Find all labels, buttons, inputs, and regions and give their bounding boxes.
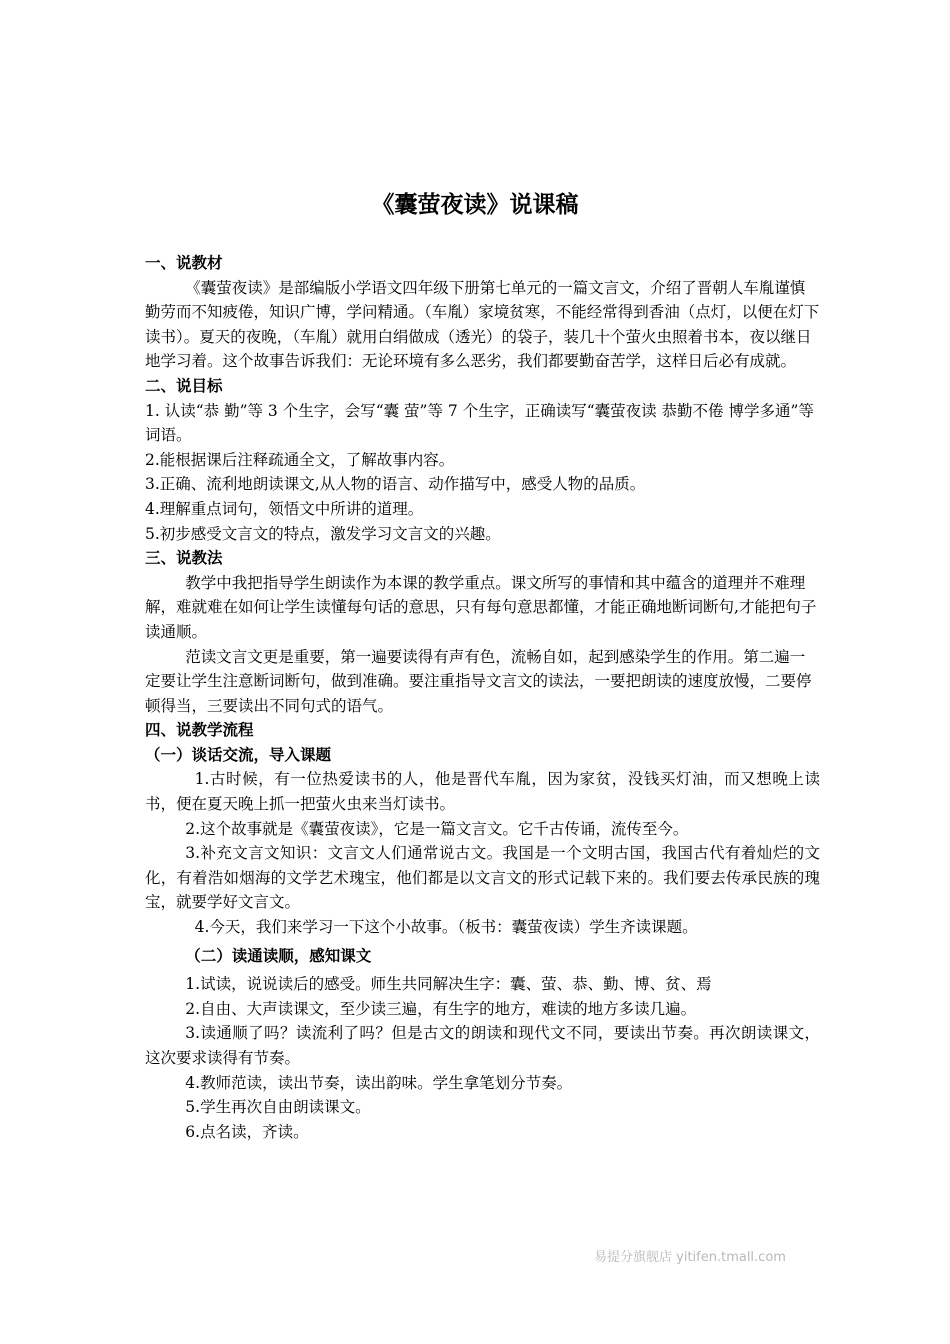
list-item: 1.试读，说说读后的感受。师生共同解决生字：囊、萤、恭、勤、博、贫、焉	[185, 975, 712, 994]
list-item: 2.能根据课后注释疏通全文，了解故事内容。	[145, 450, 455, 469]
section-heading-process: 四、说教学流程	[145, 721, 254, 740]
subsection-heading-intro: （一）谈话交流，导入课题	[145, 745, 332, 764]
subsection-heading-reading: （二）读通读顺，感知课文	[185, 946, 372, 965]
list-item: 6.点名读，齐读。	[185, 1122, 309, 1141]
watermark: 易提分旗舰店 yitifen.tmall.com	[594, 1250, 786, 1265]
list-item: 5.学生再次自由朗读课文。	[185, 1098, 371, 1117]
paragraph: 《囊萤夜读》是部编版小学语文四年级下册第七单元的一篇文言文，介绍了晋朝人车胤谨慎勤劳而不知疲倦，知识广博，学问精通。（车胤）家境贫寒，不能经常得到香油（点灯，以便在灯下读书）。夏天的夜晚，（车胤）就用白绢做成（透光）的袋子，装几十个萤火虫照着书本，夜以继日地学习着。这个故事告诉我们：无论环境有多么恶劣，我们都要勤奋苦学，这样日后必有成就。	[145, 278, 820, 371]
section-heading-textbook: 一、说教材	[145, 254, 223, 272]
paragraph: 教学中我把指导学生朗读作为本课的教学重点。课文所写的事情和其中蕴含的道理并不难理解，难就难在如何让学生读懂每句话的意思，只有每句意思都懂，才能正确地断词断句,才能把句子读通顺。	[145, 573, 817, 641]
list-item: 1. 认读“恭 勤”等 3 个生字，会写“囊 萤”等 7 个生字，正确读写“囊萤夜读 恭勤不倦 博学多通”等词语。	[145, 401, 814, 445]
list-item: 2.自由、大声读课文，至少读三遍，有生字的地方，难读的地方多读几遍。	[185, 999, 697, 1018]
list-item: 2.这个故事就是《囊萤夜读》，它是一篇文言文。它千古传诵，流传至今。	[185, 819, 689, 838]
page-title: 《囊萤夜读》说课稿	[371, 192, 579, 218]
list-item: 4.今天，我们来学习一下这个小故事。（板书：囊萤夜读）学生齐读课题。	[194, 918, 698, 937]
section-heading-methods: 三、说教法	[145, 549, 223, 568]
list-item: 1.古时候，有一位热爱读书的人，他是晋代车胤，因为家贫，没钱买灯油，而又想晚上读书，便在夏天晚上抓一把萤火虫来当灯读书。	[145, 770, 820, 814]
list-item: 3.正确、流利地朗读课文,从人物的语言、动作描写中，感受人物的品质。	[145, 475, 646, 494]
list-item: 3.补充文言文知识：文言文人们通常说古文。我国是一个文明古国，我国古代有着灿烂的文化，有着浩如烟海的文学艺术瑰宝，他们都是以文言文的形式记载下来的。我们要去传承民族的瑰宝，就要学好文言文。	[145, 844, 820, 912]
paragraph: 范读文言文更是重要，第一遍要读得有声有色，流畅自如，起到感染学生的作用。第二遍一定要让学生注意断词断句，做到准确。要注重指导文言文的读法，一要把朗读的速度放慢，二要停顿得当，三要读出不同句式的语气。	[145, 647, 812, 715]
list-item: 4.理解重点词句，领悟文中所讲的道理。	[145, 499, 424, 518]
list-item: 3.读通顺了吗？读流利了吗？但是古文的朗读和现代文不同，要读出节奏。再次朗读课文，这次要求读得有节奏。	[145, 1024, 820, 1067]
list-item: 4.教师范读，读出节奏，读出韵味。学生拿笔划分节奏。	[185, 1073, 573, 1092]
document-body	[145, 251, 820, 1144]
list-item: 5.初步感受文言文的特点，激发学习文言文的兴趣。	[145, 524, 501, 543]
section-heading-goals: 二、说目标	[145, 376, 223, 395]
